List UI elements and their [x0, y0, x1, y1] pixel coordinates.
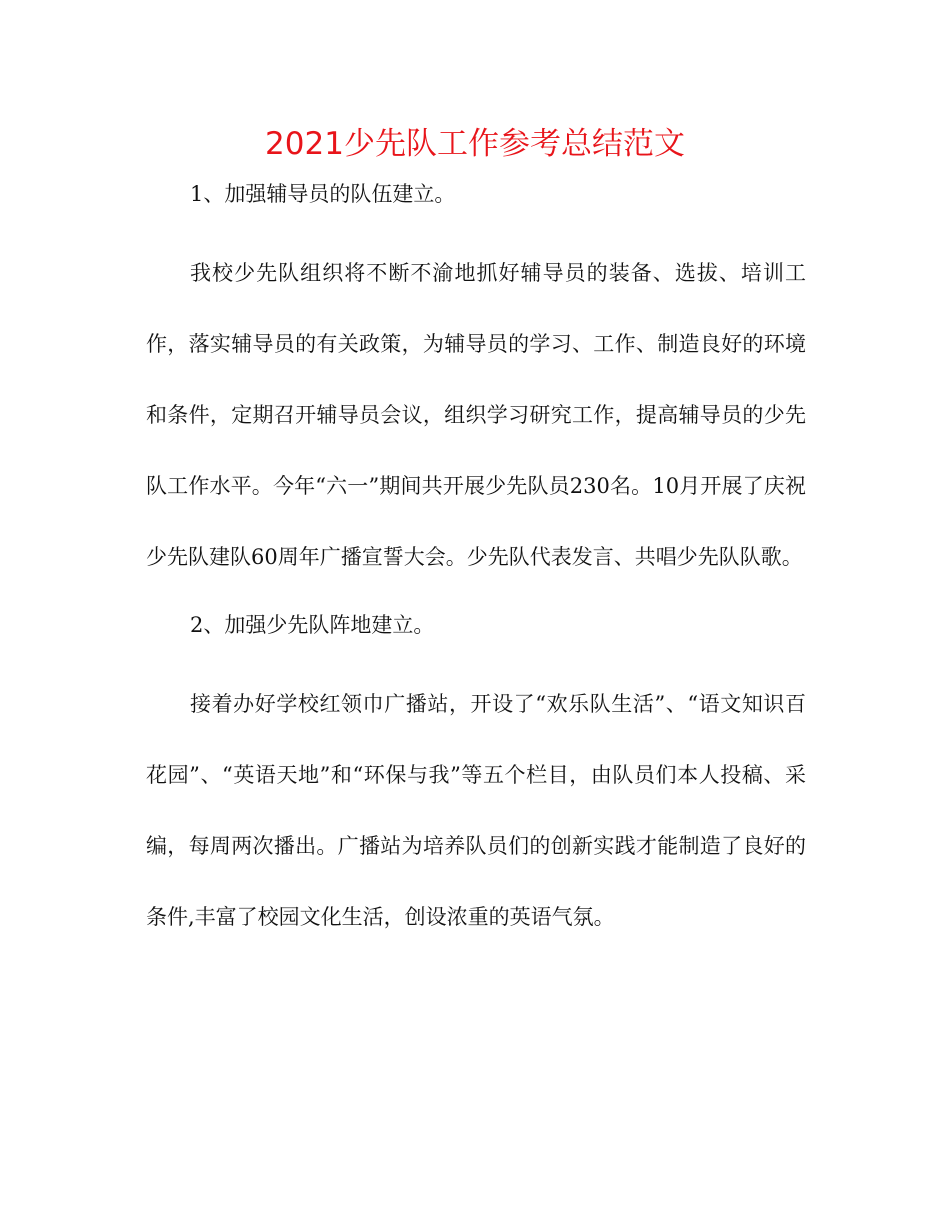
section-heading-1: 1、加强辅导员的队伍建立。: [190, 182, 456, 206]
paragraph-broadcast-station: 接着办好学校红领巾广播站，开设了“欢乐队生活”、“语文知识百花园”、“英语天地”和“环保与我”等五个栏目，由队员们本人投稿、采编，每周两次播出。广播站为培养队员们的创新实践才能制造了良好的条件,丰富了校园文化生活，创设浓重的英语气氛。: [146, 692, 806, 929]
document-title: 2021少先队工作参考总结范文: [265, 126, 685, 162]
section-heading-2: 2、加强少先队阵地建立。: [190, 613, 435, 637]
paragraph-counselor-team: 我校少先队组织将不断不渝地抓好辅导员的装备、选拔、培训工作，落实辅导员的有关政策，为辅导员的学习、工作、制造良好的环境和条件，定期召开辅导员会议，组织学习研究工作，提高辅导员的少先队工作水平。今年“六一”期间共开展少先队员230名。10月开展了庆祝少先队建队60周年广播宣誓大会。少先队代表发言、共唱少先队队歌。: [146, 261, 806, 569]
document-body: [146, 174, 806, 953]
